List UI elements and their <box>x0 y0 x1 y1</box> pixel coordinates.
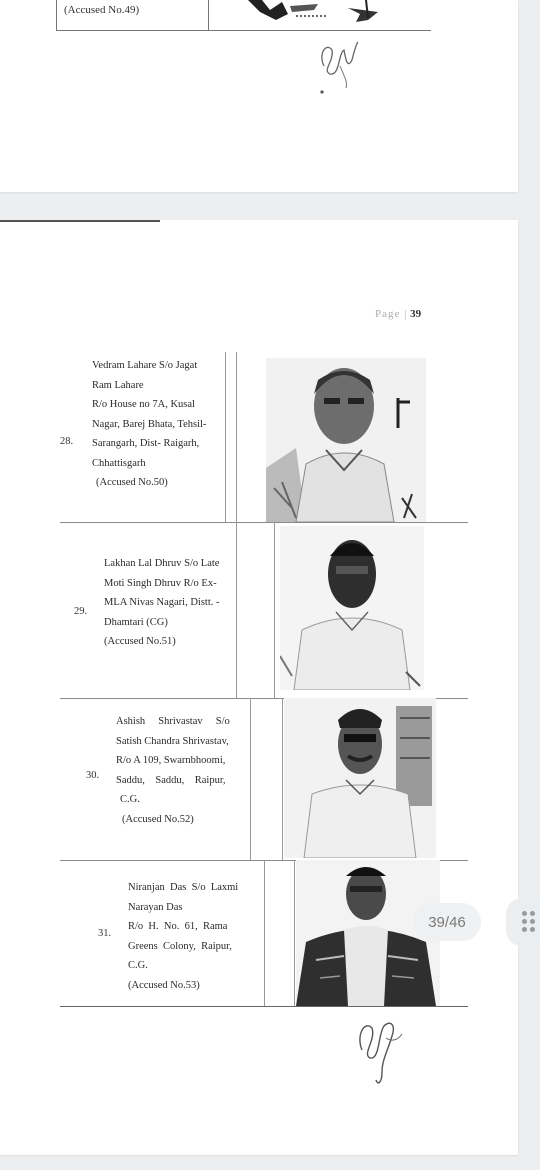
detail-line: Narayan Das <box>128 901 183 913</box>
accused-photo <box>280 526 424 690</box>
row-serial: 31. <box>98 928 112 939</box>
previous-accused-label: (Accused No.49) <box>64 4 140 16</box>
scroll-handle[interactable] <box>506 898 540 946</box>
accused-details <box>104 554 220 652</box>
detail-line: Vedram Lahare S/o Jagat <box>92 360 198 371</box>
table-row <box>60 860 468 1007</box>
detail-line: Sarangarh, Dist- Raigarh, <box>92 438 200 449</box>
signature-icon <box>352 1010 412 1090</box>
accused-photo <box>284 698 436 858</box>
accused-details <box>128 878 238 995</box>
detail-line: C.G. <box>120 794 140 805</box>
accused-details <box>116 712 230 829</box>
detail-line: (Accused No.51) <box>104 636 176 647</box>
detail-line: MLA Nivas Nagari, Distt. - <box>104 597 220 608</box>
page-number-label <box>375 308 421 320</box>
detail-line: Lakhan Lal Dhruv S/o Late <box>104 558 220 569</box>
detail-line: Ram Lahare <box>92 379 144 391</box>
scan-edge-line <box>0 220 160 222</box>
detail-line: Chhattisgarh <box>92 457 146 469</box>
detail-line: Nagar, Barej Bhata, Tehsil- <box>92 418 207 430</box>
accused-details <box>92 356 206 493</box>
accused-photo <box>266 358 426 522</box>
previous-page <box>0 0 518 192</box>
detail-line: C.G. <box>128 960 148 971</box>
detail-line: Satish Chandra Shrivastav, <box>116 735 229 747</box>
detail-line: Saddu, Saddu, Raipur, <box>116 774 226 786</box>
detail-line: Ashish Shrivastav S/o <box>116 716 230 727</box>
detail-line: Moti Singh Dhruv R/o Ex- <box>104 577 217 589</box>
page-indicator: 39/46 <box>413 903 481 941</box>
table-row <box>60 698 468 861</box>
photo-remnant <box>248 0 398 30</box>
row-serial: 30. <box>86 770 100 781</box>
detail-line: R/o A 109, Swarnbhoomi, <box>116 755 226 766</box>
row-serial: 28. <box>60 436 74 447</box>
page-number: 39 <box>410 308 422 320</box>
detail-line: (Accused No.52) <box>122 813 194 825</box>
detail-line: Dhamtari (CG) <box>104 616 168 628</box>
table-row <box>60 352 468 523</box>
table-row <box>60 522 468 699</box>
previous-table-row <box>56 0 431 31</box>
page-label-prefix: Page | <box>375 308 408 320</box>
row-serial: 29. <box>74 606 88 617</box>
detail-line: Niranjan Das S/o Laxmi <box>128 882 239 893</box>
detail-line: R/o House no 7A, Kusal <box>92 399 195 410</box>
detail-line: R/o H. No. 61, Rama <box>128 921 228 932</box>
detail-line: (Accused No.50) <box>96 477 168 488</box>
detail-line: Greens Colony, Raipur, <box>128 940 232 952</box>
detail-line: (Accused No.53) <box>128 979 200 991</box>
signature-icon <box>310 32 370 97</box>
document-page <box>0 220 518 1155</box>
